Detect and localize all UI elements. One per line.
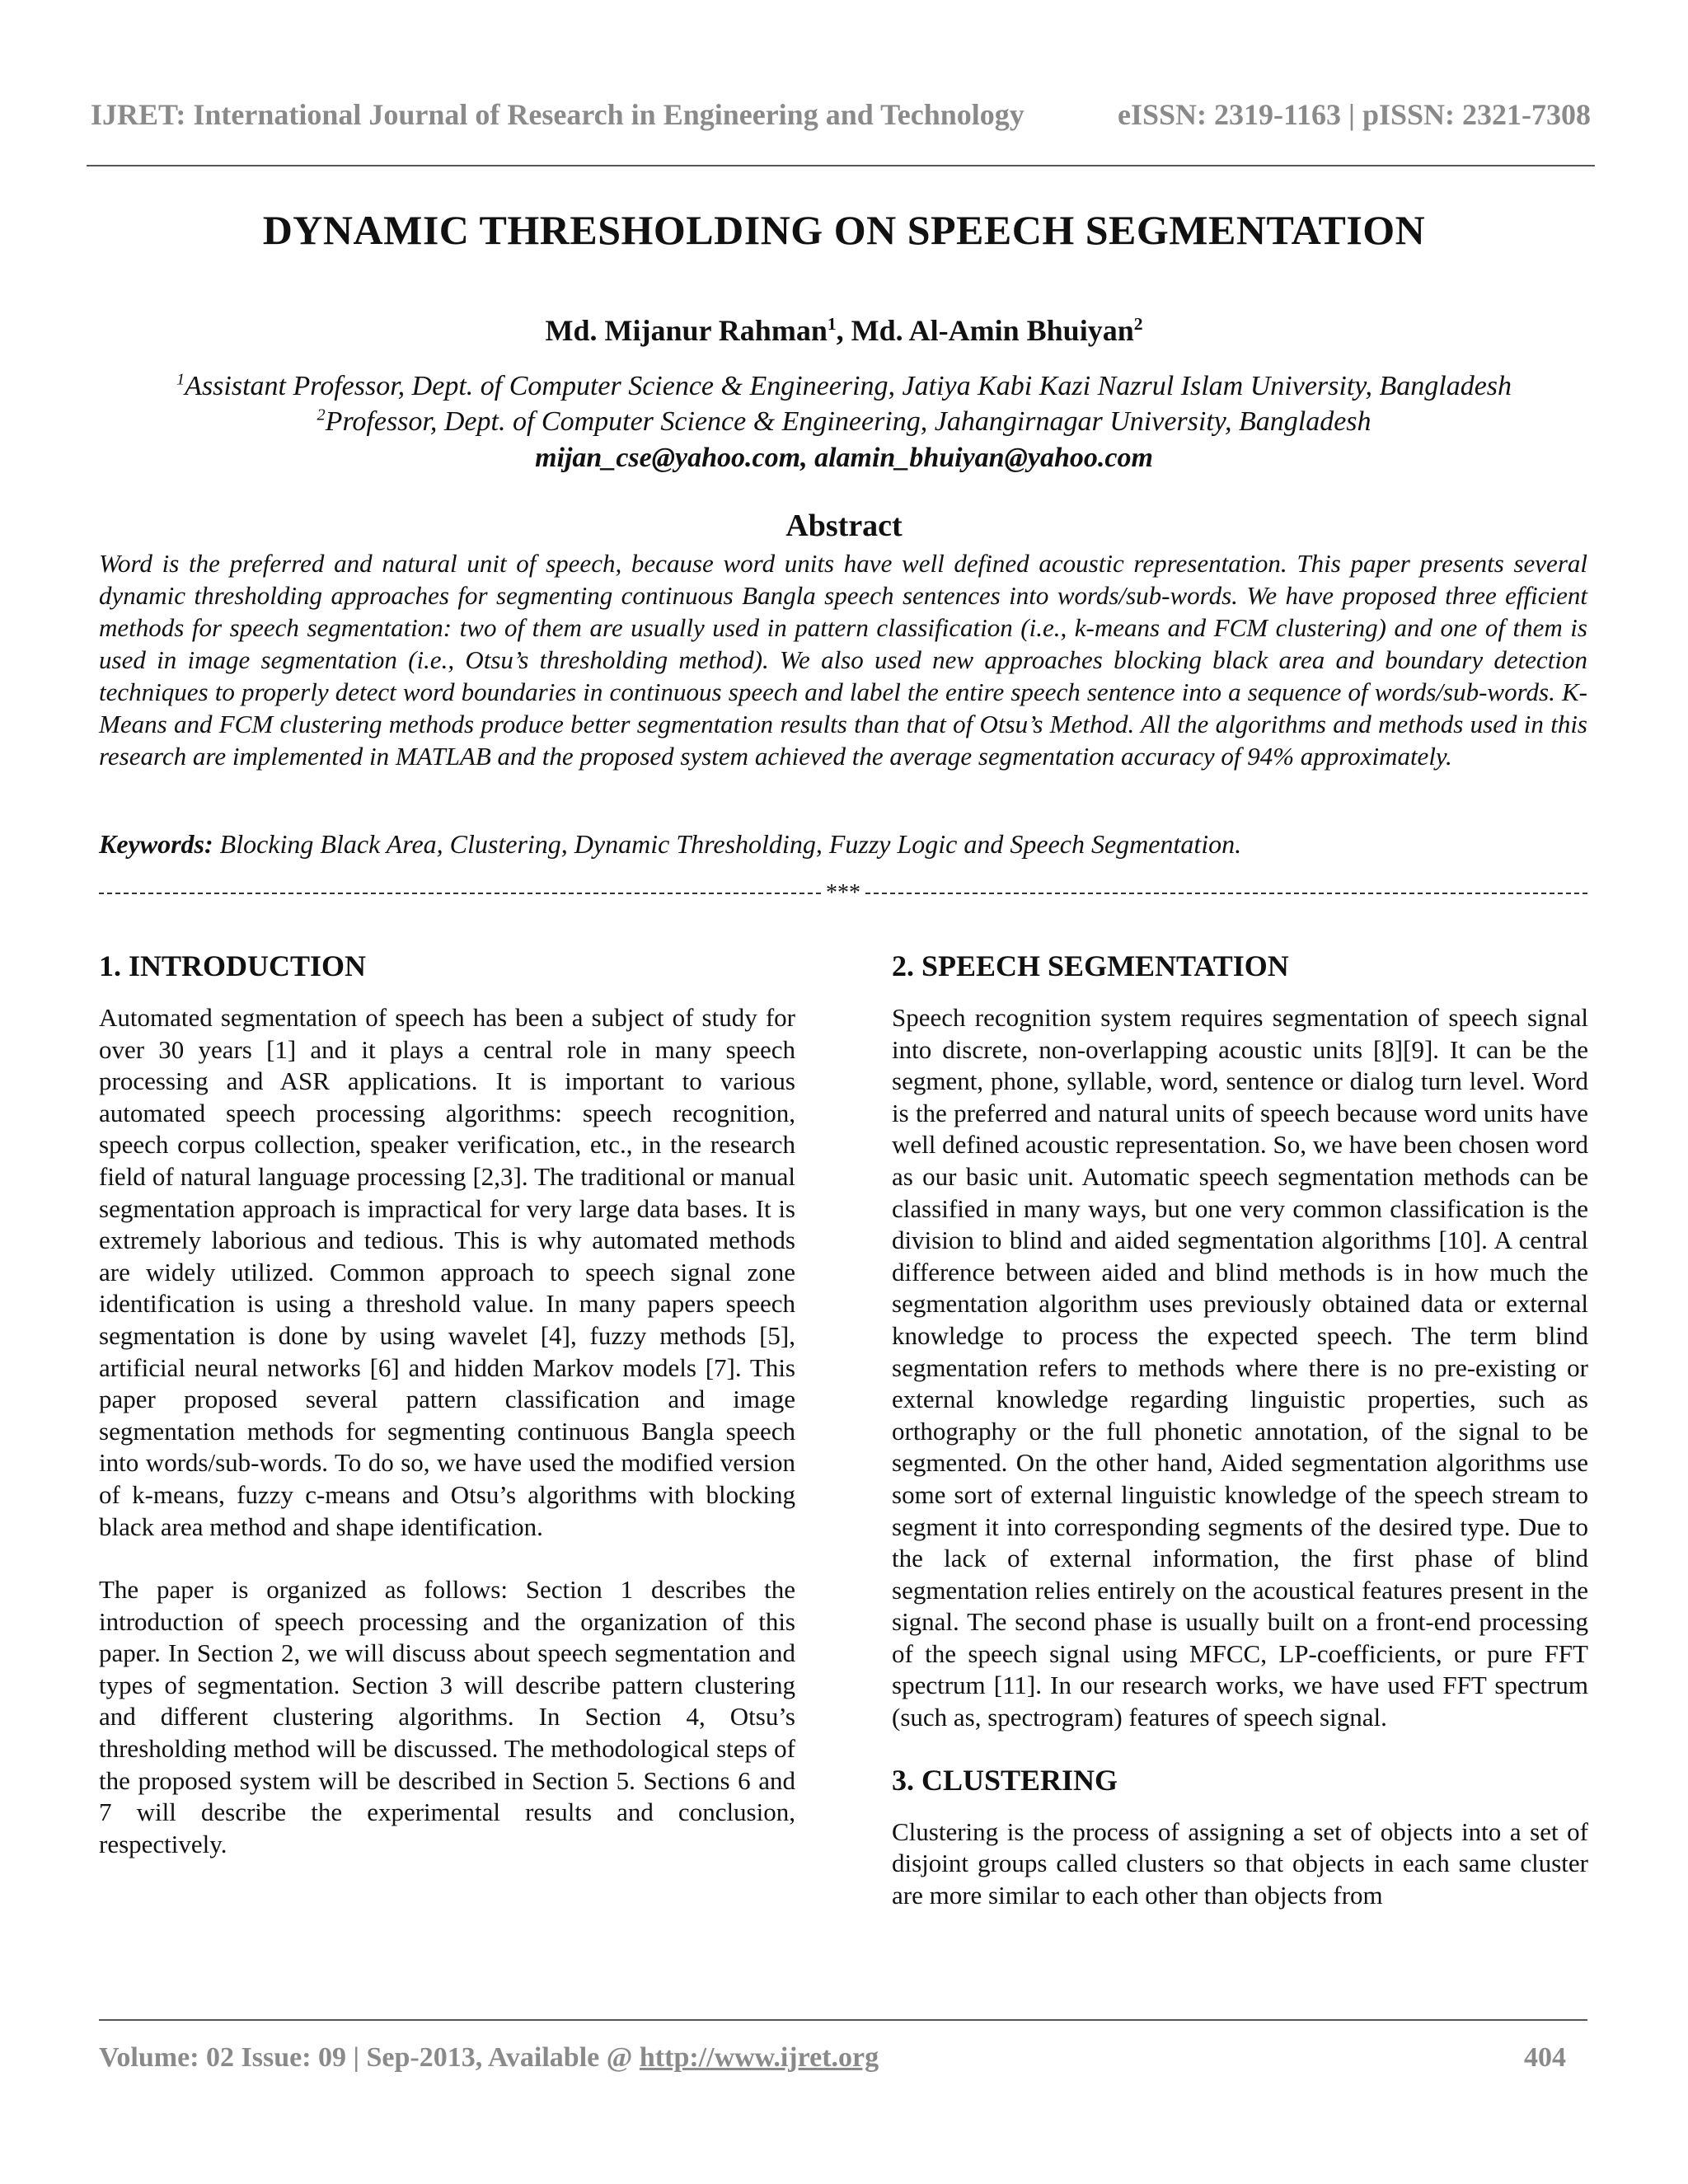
left-column (99, 948, 795, 1860)
separator-dash-right (865, 893, 1587, 894)
affiliation-2 (0, 406, 1688, 438)
affiliation-1 (0, 371, 1688, 402)
footer (99, 2042, 1566, 2074)
keywords-label: Keywords: (99, 829, 213, 859)
introduction-paragraph-1: Automated segmentation of speech has been a subject of study for over 30 years [1] and it plays a central role in many speech processing and ASR applications. It is important to various automated speech processing algorithms: speech recognition, speech corpus collection, speaker verification, etc., in the research field of natural language processing [2,3]. The traditional or manual segmentation approach is impractical for very large data bases. It is extremely laborious and tedious. This is why automated methods are widely utilized. Common approach to speech signal zone identification is using a threshold value. In many papers speech segmentation is done by using wavelet [4], fuzzy methods [5], artificial neural networks [6] and hidden Markov models [7]. This paper proposed several pattern classification and image segmentation methods for segmenting continuous Bangla speech into words/sub-words. To do so, we have used the modified version of k-means, fuzzy c-means and Otsu’s algorithms with blocking black area method and shape identification. (99, 1003, 795, 1541)
affiliation-1-text: Assistant Professor, Dept. of Computer Science & Engineering, Jatiya Kabi Kazi Nazrul Islam University, Bangladesh (185, 371, 1512, 401)
affiliation-1-sup: 1 (176, 370, 185, 389)
footer-volume (99, 2042, 879, 2074)
speech-segmentation-paragraph: Speech recognition system requires segmentation of speech signal into discrete, non-overlapping acoustic units [8][9]. It can be the segment, phone, syllable, word, sentence or dialog turn level. Word is the preferred and natural units of speech because word units have well defined acoustic representation. So, we have been chosen word as our basic unit. Automatic speech segmentation methods can be classified in many ways, but one very common classification is the division to blind and aided segmentation algorithms [10]. A central difference between aided and blind methods is in how much the segmentation algorithm uses previously obtained data or external knowledge to process the expected speech. The term blind segmentation refers to methods where there is no pre-existing or external knowledge regarding linguistic properties, such as orthography or the full phonetic annotation, of the signal to be segmented. On the other hand, Aided segmentation algorithms use some sort of external linguistic knowledge of the speech stream to segment it into corresponding segments of the desired type. Due to the lack of external information, the first phase of blind segmentation relies entirely on the acoustical features present in the signal. The second phase is usually built on a front-end processing of the speech signal using MFCC, LP-coefficients, or pure FFT spectrum [11]. In our research works, we have used FFT spectrum (such as, spectrogram) features of speech signal. (892, 1003, 1588, 1732)
affiliation-2-sup: 2 (316, 405, 326, 424)
journal-link[interactable]: http://www.ijret.org (639, 2042, 879, 2073)
affiliation-2-text: Professor, Dept. of Computer Science & Engineering, Jahangirnagar University, Bangladesh (325, 406, 1372, 437)
abstract-heading: Abstract (785, 509, 903, 543)
introduction-paragraph-2: The paper is organized as follows: Section 1 describes the introduction of speech processing and the organization of this paper. In Section 2, we will discuss about speech segmentation and types of segmentation. Section 3 will describe pattern clustering and different clustering algorithms. In Section 4, Otsu’s thresholding method will be discussed. The methodological steps of the proposed system will be described in Section 5. Sections 6 and 7 will describe the experimental results and conclusion, respectively. (99, 1575, 795, 1858)
header-rule (87, 165, 1595, 166)
section-separator (99, 880, 1587, 907)
keywords (99, 829, 1587, 860)
paper-title: DYNAMIC THRESHOLDING ON SPEECH SEGMENTATION (262, 207, 1426, 253)
author-separator: , (836, 314, 851, 347)
separator-stars: *** (826, 880, 860, 906)
footer-volume-text: Volume: 02 Issue: 09 | Sep-2013, Available @ (99, 2042, 640, 2073)
author-2: Md. Al-Amin Bhuiyan (851, 314, 1134, 347)
clustering-heading: 3. CLUSTERING (892, 1763, 1118, 1797)
author-emails: mijan_cse@yahoo.com, alamin_bhuiyan@yahoo.com (535, 443, 1153, 473)
keywords-text: Blocking Black Area, Clustering, Dynamic Thresholding, Fuzzy Logic and Speech Segmentation. (213, 829, 1242, 859)
abstract-body: Word is the preferred and natural unit of speech, because word units have well defined acoustic representation. This paper presents several dynamic thresholding approaches for segmenting continuous Bangla speech sentences into words/sub-words. We have proposed three efficient methods for speech segmentation: two of them are usually used in pattern classification (i.e., k-means and FCM clustering) and one of them is used in image segmentation (i.e., Otsu’s thresholding method). We also used new approaches blocking black area and boundary detection techniques to properly detect word boundaries in continuous speech and label the entire speech sentence into a sequence of words/sub-words. K-Means and FCM clustering methods produce better segmentation results than that of Otsu’s Method. All the algorithms and methods used in this research are implemented in MATLAB and the proposed system achieved the average segmentation accuracy of 94% approximately. (99, 549, 1587, 771)
issn: eISSN: 2319-1163 | pISSN: 2321-7308 (1118, 98, 1591, 131)
speech-segmentation-heading: 2. SPEECH SEGMENTATION (892, 949, 1289, 982)
author-2-sup: 2 (1133, 314, 1143, 334)
journal-name: IJRET: International Journal of Research in Engineering and Technology (91, 98, 1025, 131)
author-1-sup: 1 (827, 314, 837, 334)
separator-dash-left (99, 893, 821, 894)
introduction-heading: 1. INTRODUCTION (99, 949, 367, 982)
clustering-paragraph: Clustering is the process of assigning a set of objects into a set of disjoint groups called clusters so that objects in each same cluster are more similar to each other than objects from (892, 1816, 1588, 1910)
running-header (91, 97, 1591, 132)
authors (0, 313, 1688, 348)
footer-rule (99, 2019, 1587, 2021)
author-1: Md. Mijanur Rahman (545, 314, 828, 347)
page-number: 404 (1524, 2042, 1566, 2073)
right-column (892, 948, 1588, 1911)
